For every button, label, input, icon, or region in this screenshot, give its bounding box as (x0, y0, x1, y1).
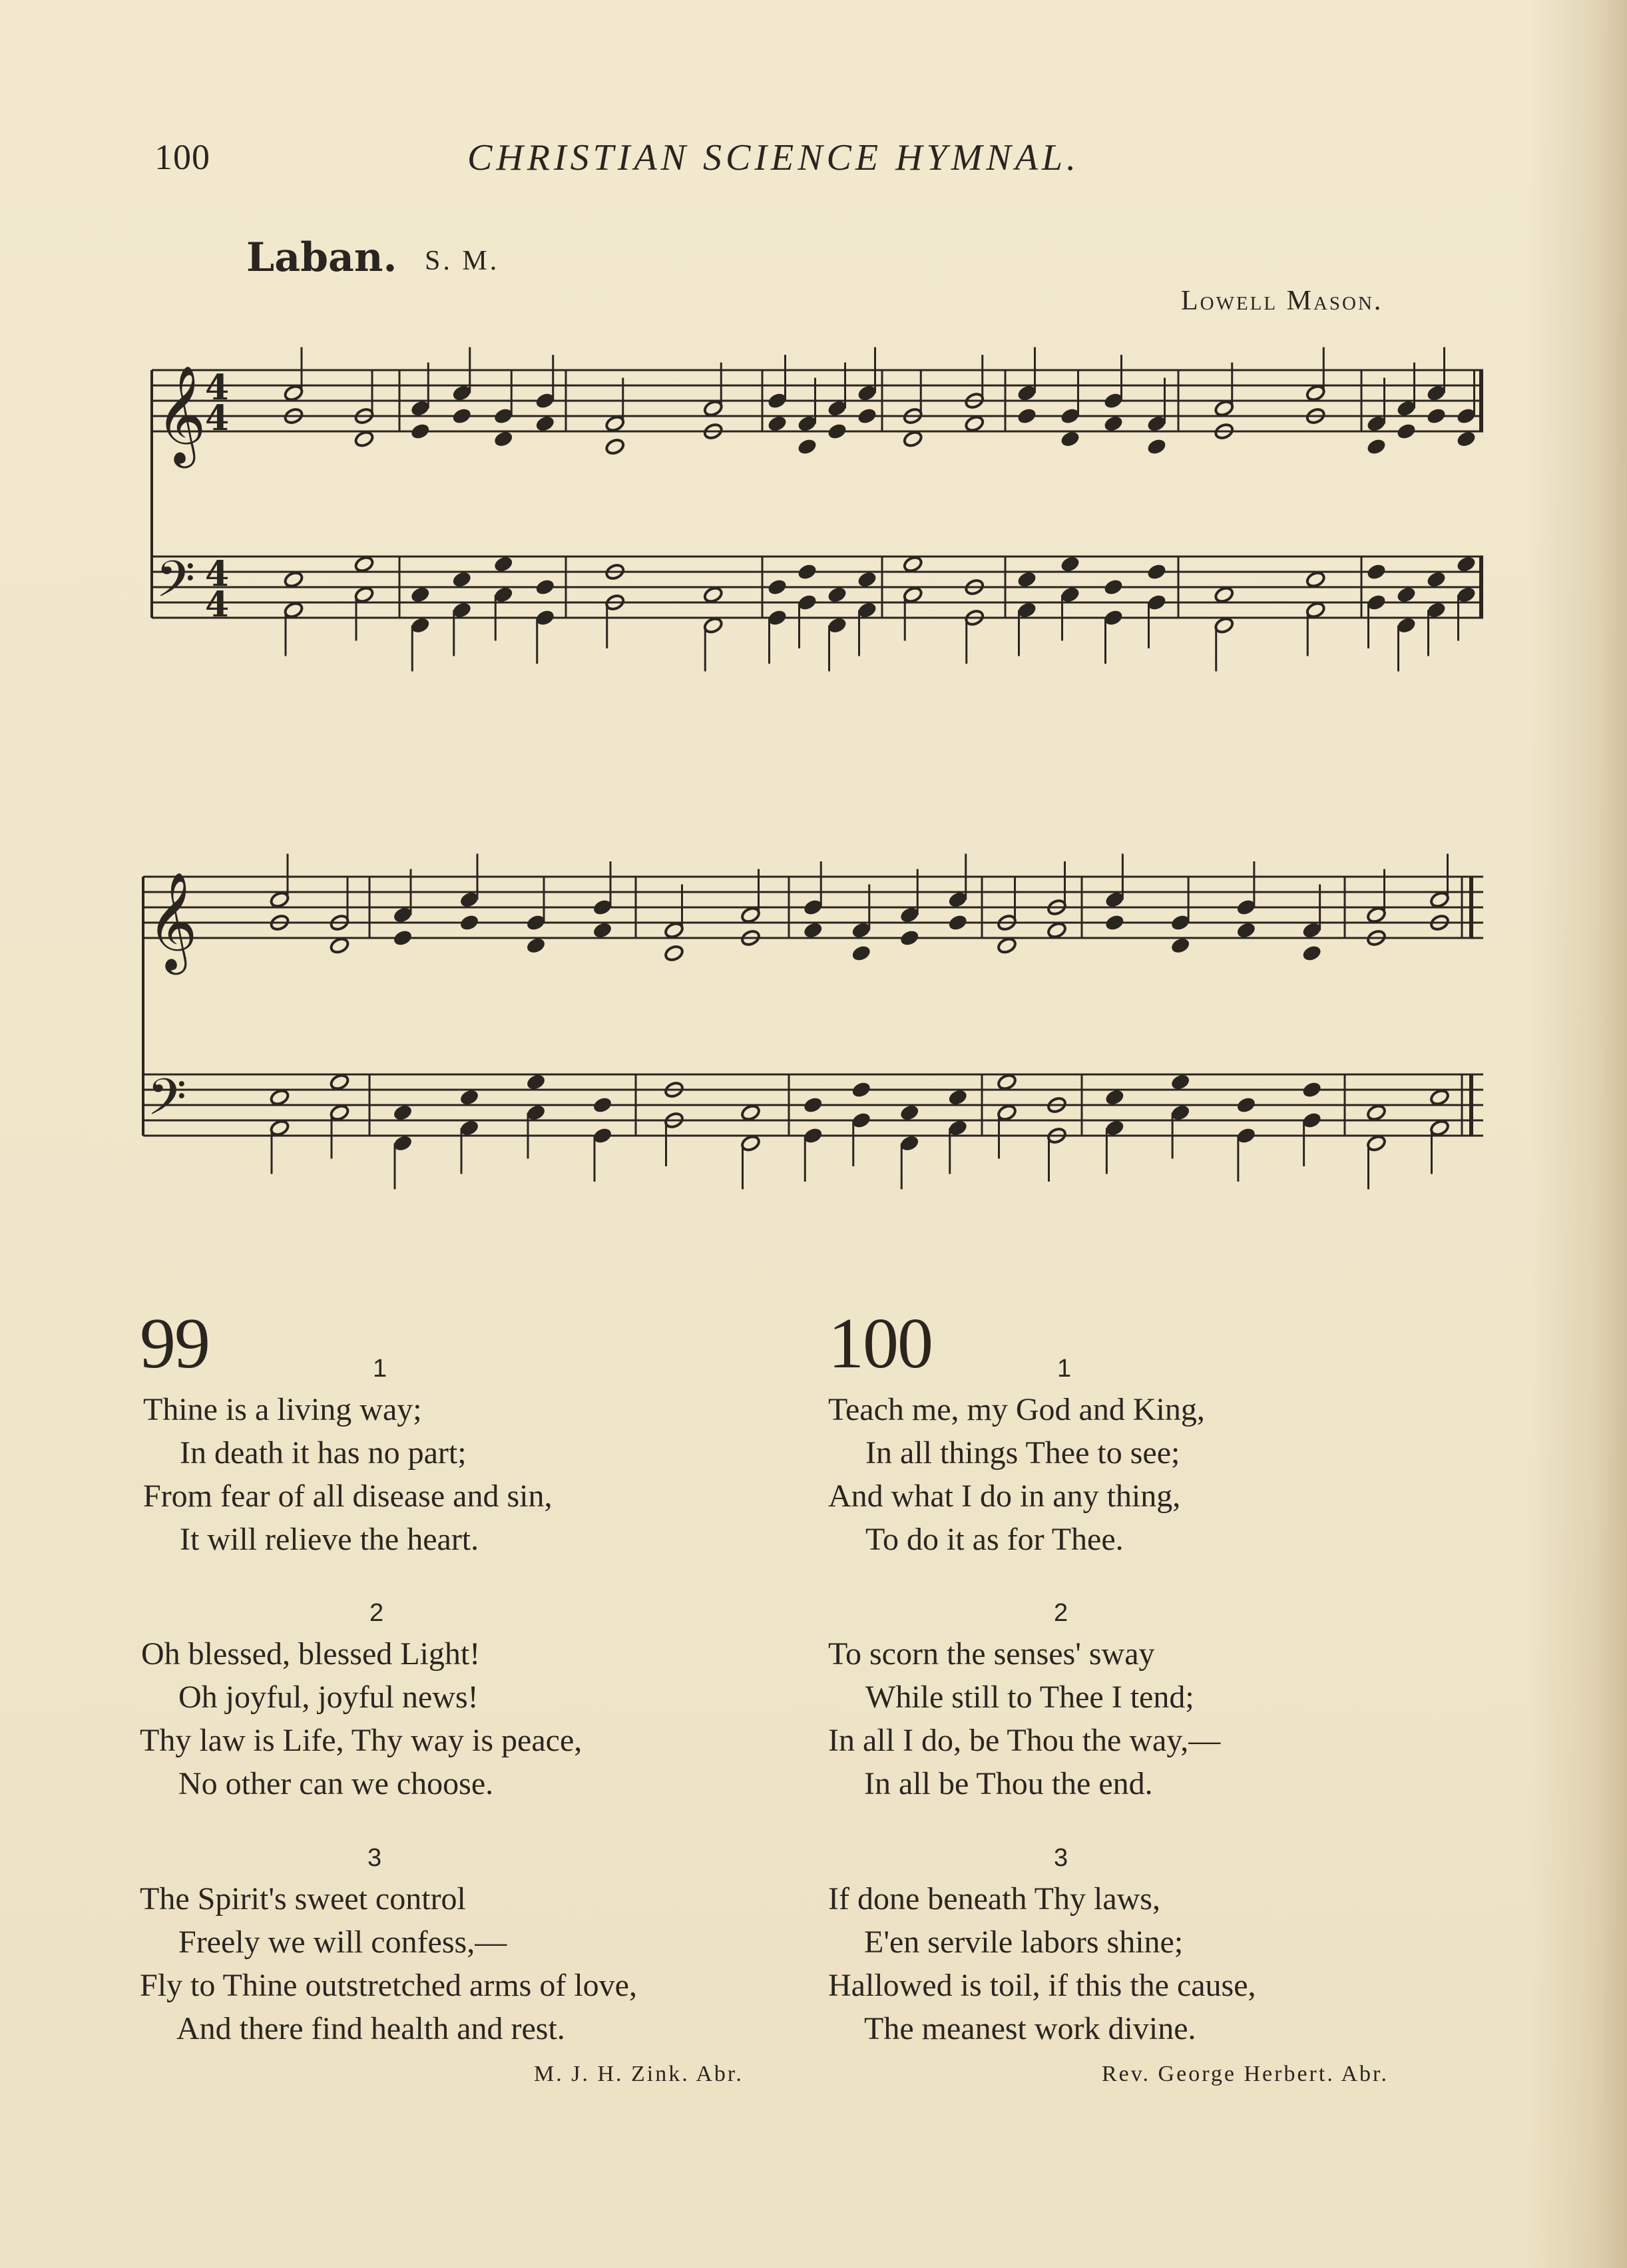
verse-line: In death it has no part; (180, 1435, 467, 1471)
hymn-number: 99 (140, 1304, 209, 1383)
hymn-attribution: Rev. George Herbert. Abr. (1102, 2062, 1389, 2086)
note-head (1146, 437, 1167, 455)
verse-line: In all I do, be Thou the way,— (828, 1723, 1221, 1758)
note-head (803, 921, 823, 939)
verse-line: Oh joyful, joyful news! (178, 1680, 479, 1715)
note-head (740, 1104, 761, 1122)
note-head (459, 1088, 479, 1106)
note-head (1170, 1073, 1191, 1091)
note-head (1103, 578, 1124, 596)
verse-line: And there find health and rest. (176, 2011, 565, 2046)
note-head (451, 570, 472, 588)
verse-line: E'en servile labors shine; (864, 1925, 1184, 1960)
verse-line: To do it as for Thee. (865, 1522, 1124, 1557)
tune-meter: S. M. (425, 246, 500, 276)
stanza-number: 3 (367, 1844, 382, 1872)
verse-line: Fly to Thine outstretched arms of love, (140, 1968, 637, 2003)
note-head (947, 913, 968, 931)
note-head (1214, 586, 1234, 604)
note-head (1060, 555, 1080, 573)
note-head (1060, 430, 1080, 448)
note-head (604, 437, 625, 455)
note-head (1396, 586, 1417, 604)
verse-line: From fear of all disease and sin, (143, 1478, 553, 1514)
verse-line: The meanest work divine. (864, 2011, 1196, 2046)
verse-line: To scorn the senses' sway (828, 1636, 1155, 1672)
note-head (1236, 921, 1256, 939)
note-head (703, 586, 724, 604)
note-head (899, 1104, 920, 1122)
hymn-attribution: M. J. H. Zink. Abr. (534, 2062, 744, 2086)
note-head (1046, 921, 1067, 939)
time-signature: 4 (205, 367, 230, 408)
note-head (827, 422, 847, 440)
note-head (857, 407, 877, 425)
time-signature: 4 (205, 584, 230, 625)
hymn-99 (140, 1304, 819, 1383)
verse-line: In all be Thou the end. (864, 1766, 1153, 1801)
verse-line: Thy law is Life, Thy way is peace, (140, 1723, 582, 1758)
stanza-number: 1 (1057, 1355, 1072, 1383)
tune-name: Laban. (246, 234, 397, 281)
time-signature: 4 (205, 554, 230, 594)
note-head (525, 937, 546, 955)
hymn-100 (828, 1304, 1507, 1383)
note-head (1366, 437, 1387, 455)
note-head (664, 944, 684, 962)
note-head (1104, 913, 1125, 931)
note-head (899, 929, 920, 947)
note-head (947, 1088, 968, 1106)
note-head (269, 1088, 290, 1106)
note-head (1017, 570, 1037, 588)
note-head (851, 944, 871, 962)
running-title: CHRISTIAN SCIENCE HYMNAL. (467, 137, 1080, 178)
note-head (353, 430, 374, 448)
note-head (797, 563, 817, 580)
verse-line: While still to Thee I tend; (865, 1680, 1194, 1715)
note-head (493, 555, 514, 573)
note-head (903, 555, 923, 573)
note-head (1429, 1088, 1450, 1106)
verse-line: Hallowed is toil, if this the cause, (828, 1968, 1256, 2003)
note-head (1301, 944, 1322, 962)
time-signature: 4 (205, 398, 230, 439)
hymn-number: 100 (828, 1304, 932, 1383)
note-head (1396, 422, 1417, 440)
page-number: 100 (154, 137, 210, 177)
note-head (353, 555, 374, 573)
treble-clef-icon: 𝄞 (156, 365, 206, 464)
note-head (1456, 430, 1477, 448)
note-head (1426, 407, 1447, 425)
note-head (803, 1096, 823, 1114)
verse-line: Teach me, my God and King, (828, 1392, 1205, 1427)
note-head (1103, 415, 1124, 433)
note-head (767, 415, 788, 433)
verse-line: No other can we choose. (178, 1766, 494, 1801)
note-head (592, 1096, 612, 1114)
note-head (857, 570, 877, 588)
verse-line: If done beneath Thy laws, (828, 1881, 1160, 1917)
note-head (997, 937, 1017, 955)
note-head (1170, 937, 1191, 955)
note-head (827, 586, 847, 604)
bass-clef-icon: 𝄢 (147, 1068, 187, 1139)
treble-clef-icon: 𝄞 (147, 871, 198, 971)
note-head (1104, 1088, 1125, 1106)
note-head (1426, 570, 1447, 588)
note-head (767, 578, 788, 596)
note-head (592, 921, 612, 939)
note-head (329, 937, 349, 955)
verse-line: Thine is a living way; (143, 1392, 422, 1427)
stanza-number: 3 (1054, 1844, 1068, 1872)
verse-line: Freely we will confess,— (178, 1925, 507, 1960)
note-head (329, 1073, 349, 1091)
note-head (1366, 1104, 1387, 1122)
verse-line: Oh blessed, blessed Light! (141, 1636, 481, 1672)
note-head (964, 415, 985, 433)
note-head (410, 586, 431, 604)
note-head (535, 415, 555, 433)
note-head (1301, 1080, 1322, 1098)
note-head (1366, 563, 1387, 580)
note-head (451, 407, 472, 425)
note-head (1456, 555, 1477, 573)
note-head (525, 1073, 546, 1091)
composer: Lowell Mason. (1181, 286, 1383, 316)
verse-line: It will relieve the heart. (180, 1522, 479, 1557)
note-head (1305, 570, 1326, 588)
verse-line: And what I do in any thing, (828, 1478, 1181, 1514)
note-head (1017, 407, 1037, 425)
stanza-number: 2 (1054, 1599, 1068, 1627)
note-head (1236, 1096, 1256, 1114)
verse-line: In all things Thee to see; (865, 1435, 1180, 1471)
note-head (797, 437, 817, 455)
note-head (493, 430, 514, 448)
note-head (1146, 563, 1167, 580)
verse-line: The Spirit's sweet control (140, 1881, 466, 1917)
note-head (410, 422, 431, 440)
note-head (903, 430, 923, 448)
note-head (283, 570, 304, 588)
note-head (392, 1104, 413, 1122)
note-head (392, 929, 413, 947)
bass-clef-icon: 𝄢 (156, 550, 196, 621)
note-head (535, 578, 555, 596)
note-head (459, 913, 479, 931)
stanza-number: 2 (369, 1599, 384, 1627)
note-head (851, 1080, 871, 1098)
stanza-number: 1 (373, 1355, 387, 1383)
note-head (997, 1073, 1017, 1091)
